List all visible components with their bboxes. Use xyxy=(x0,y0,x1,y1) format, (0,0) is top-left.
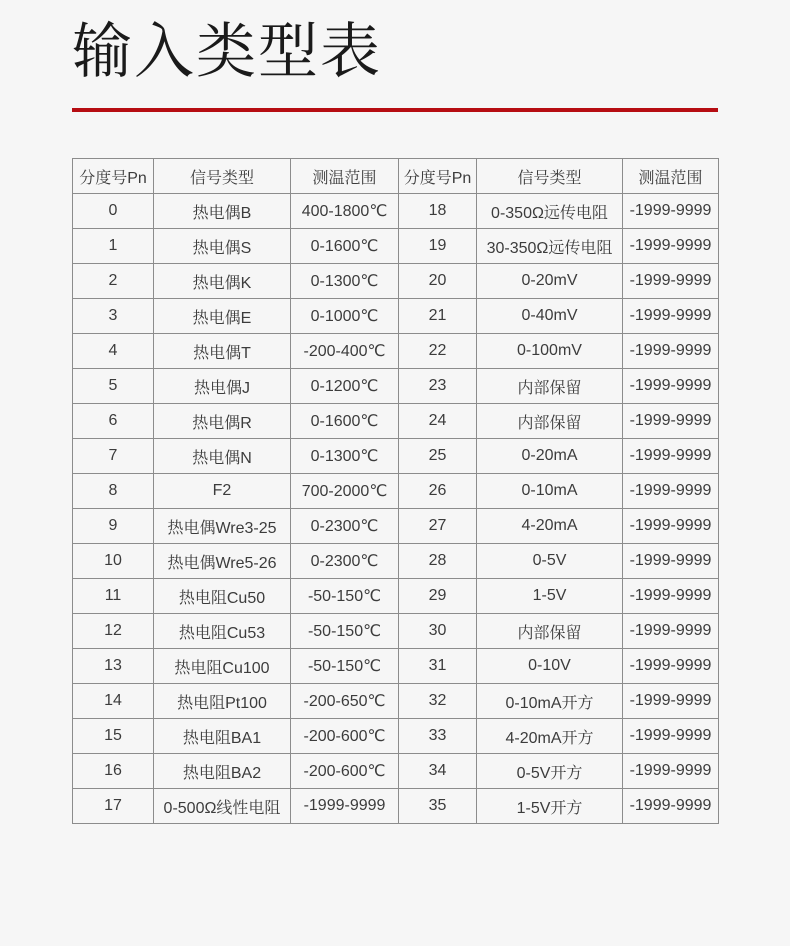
signal-type-cell: 1-5V xyxy=(477,579,623,614)
signal-type-cell: 热电偶N xyxy=(154,439,291,474)
range-cell: -1999-9999 xyxy=(623,789,719,824)
pn-cell: 2 xyxy=(73,264,154,299)
signal-type-cell: 热电阻Cu53 xyxy=(154,614,291,649)
signal-type-cell: 0-20mA xyxy=(477,439,623,474)
signal-type-cell: 热电偶R xyxy=(154,404,291,439)
signal-type-cell: 热电偶E xyxy=(154,299,291,334)
table-row xyxy=(73,789,719,824)
signal-type-cell: 0-500Ω线性电阻 xyxy=(154,789,291,824)
pn-cell: 4 xyxy=(73,334,154,369)
signal-type-cell: 4-20mA开方 xyxy=(477,719,623,754)
range-cell: 400-1800℃ xyxy=(291,194,399,229)
table-row xyxy=(73,194,719,229)
signal-type-cell: 热电阻Cu50 xyxy=(154,579,291,614)
range-cell: -50-150℃ xyxy=(291,614,399,649)
pn-cell: 30 xyxy=(399,614,477,649)
range-cell: -1999-9999 xyxy=(623,264,719,299)
range-cell: -1999-9999 xyxy=(623,194,719,229)
pn-cell: 32 xyxy=(399,684,477,719)
column-header: 测温范围 xyxy=(291,159,399,194)
pn-cell: 22 xyxy=(399,334,477,369)
column-header: 信号类型 xyxy=(477,159,623,194)
column-header: 分度号Pn xyxy=(73,159,154,194)
range-cell: -1999-9999 xyxy=(623,719,719,754)
signal-type-cell: 0-10V xyxy=(477,649,623,684)
range-cell: -1999-9999 xyxy=(291,789,399,824)
signal-type-cell: 内部保留 xyxy=(477,404,623,439)
pn-cell: 18 xyxy=(399,194,477,229)
range-cell: 0-1000℃ xyxy=(291,299,399,334)
signal-type-cell: 热电偶J xyxy=(154,369,291,404)
range-cell: -200-400℃ xyxy=(291,334,399,369)
table-row xyxy=(73,264,719,299)
signal-type-cell: 热电偶Wre3-25 xyxy=(154,509,291,544)
pn-cell: 8 xyxy=(73,474,154,509)
table-row xyxy=(73,614,719,649)
range-cell: -1999-9999 xyxy=(623,404,719,439)
range-cell: 700-2000℃ xyxy=(291,474,399,509)
column-header: 信号类型 xyxy=(154,159,291,194)
pn-cell: 3 xyxy=(73,299,154,334)
pn-cell: 28 xyxy=(399,544,477,579)
signal-type-cell: 4-20mA xyxy=(477,509,623,544)
pn-cell: 5 xyxy=(73,369,154,404)
range-cell: -200-650℃ xyxy=(291,684,399,719)
range-cell: 0-1600℃ xyxy=(291,229,399,264)
pn-cell: 27 xyxy=(399,509,477,544)
pn-cell: 31 xyxy=(399,649,477,684)
range-cell: -1999-9999 xyxy=(623,299,719,334)
range-cell: -1999-9999 xyxy=(623,509,719,544)
range-cell: 0-1200℃ xyxy=(291,369,399,404)
range-cell: 0-1600℃ xyxy=(291,404,399,439)
range-cell: 0-1300℃ xyxy=(291,264,399,299)
signal-type-cell: 热电偶Wre5-26 xyxy=(154,544,291,579)
signal-type-cell: 0-5V开方 xyxy=(477,754,623,789)
pn-cell: 0 xyxy=(73,194,154,229)
pn-cell: 19 xyxy=(399,229,477,264)
pn-cell: 17 xyxy=(73,789,154,824)
pn-cell: 23 xyxy=(399,369,477,404)
table-row xyxy=(73,649,719,684)
pn-cell: 10 xyxy=(73,544,154,579)
signal-type-cell: 0-5V xyxy=(477,544,623,579)
title-underline-rule xyxy=(72,108,718,112)
signal-type-cell: 热电阻BA2 xyxy=(154,754,291,789)
table-header-row xyxy=(73,159,719,194)
table-row xyxy=(73,509,719,544)
pn-cell: 34 xyxy=(399,754,477,789)
signal-type-cell: 0-10mA开方 xyxy=(477,684,623,719)
pn-cell: 11 xyxy=(73,579,154,614)
table-row xyxy=(73,334,719,369)
signal-type-cell: 热电偶B xyxy=(154,194,291,229)
range-cell: -1999-9999 xyxy=(623,439,719,474)
range-cell: -50-150℃ xyxy=(291,649,399,684)
input-type-table xyxy=(72,158,719,824)
signal-type-cell: 热电阻Pt100 xyxy=(154,684,291,719)
table-row xyxy=(73,369,719,404)
pn-cell: 13 xyxy=(73,649,154,684)
range-cell: -1999-9999 xyxy=(623,334,719,369)
pn-cell: 24 xyxy=(399,404,477,439)
signal-type-cell: 1-5V开方 xyxy=(477,789,623,824)
signal-type-cell: 0-40mV xyxy=(477,299,623,334)
table-row xyxy=(73,474,719,509)
signal-type-cell: 热电偶S xyxy=(154,229,291,264)
pn-cell: 16 xyxy=(73,754,154,789)
range-cell: -1999-9999 xyxy=(623,614,719,649)
range-cell: -200-600℃ xyxy=(291,719,399,754)
signal-type-cell: 30-350Ω远传电阻 xyxy=(477,229,623,264)
pn-cell: 9 xyxy=(73,509,154,544)
range-cell: -1999-9999 xyxy=(623,754,719,789)
table-row xyxy=(73,684,719,719)
range-cell: -200-600℃ xyxy=(291,754,399,789)
pn-cell: 6 xyxy=(73,404,154,439)
pn-cell: 26 xyxy=(399,474,477,509)
signal-type-cell: 内部保留 xyxy=(477,614,623,649)
signal-type-cell: 热电阻BA1 xyxy=(154,719,291,754)
table-row xyxy=(73,579,719,614)
range-cell: -1999-9999 xyxy=(623,579,719,614)
signal-type-cell: 0-100mV xyxy=(477,334,623,369)
pn-cell: 35 xyxy=(399,789,477,824)
range-cell: -1999-9999 xyxy=(623,649,719,684)
table-row xyxy=(73,229,719,264)
pn-cell: 1 xyxy=(73,229,154,264)
range-cell: -1999-9999 xyxy=(623,474,719,509)
column-header: 分度号Pn xyxy=(399,159,477,194)
pn-cell: 21 xyxy=(399,299,477,334)
pn-cell: 25 xyxy=(399,439,477,474)
table-row xyxy=(73,754,719,789)
range-cell: -50-150℃ xyxy=(291,579,399,614)
signal-type-cell: 内部保留 xyxy=(477,369,623,404)
table-row xyxy=(73,719,719,754)
range-cell: -1999-9999 xyxy=(623,544,719,579)
signal-type-cell: 热电阻Cu100 xyxy=(154,649,291,684)
range-cell: -1999-9999 xyxy=(623,684,719,719)
signal-type-cell: 热电偶T xyxy=(154,334,291,369)
pn-cell: 29 xyxy=(399,579,477,614)
pn-cell: 12 xyxy=(73,614,154,649)
pn-cell: 15 xyxy=(73,719,154,754)
signal-type-cell: 0-20mV xyxy=(477,264,623,299)
table-row xyxy=(73,299,719,334)
pn-cell: 14 xyxy=(73,684,154,719)
table-row xyxy=(73,439,719,474)
signal-type-cell: 热电偶K xyxy=(154,264,291,299)
table-row xyxy=(73,404,719,439)
range-cell: 0-2300℃ xyxy=(291,544,399,579)
page-title: 输入类型表 xyxy=(72,18,382,85)
pn-cell: 20 xyxy=(399,264,477,299)
signal-type-cell: 0-10mA xyxy=(477,474,623,509)
signal-type-cell: 0-350Ω远传电阻 xyxy=(477,194,623,229)
pn-cell: 7 xyxy=(73,439,154,474)
table-row xyxy=(73,544,719,579)
range-cell: -1999-9999 xyxy=(623,369,719,404)
range-cell: -1999-9999 xyxy=(623,229,719,264)
range-cell: 0-1300℃ xyxy=(291,439,399,474)
signal-type-cell: F2 xyxy=(154,474,291,509)
range-cell: 0-2300℃ xyxy=(291,509,399,544)
pn-cell: 33 xyxy=(399,719,477,754)
column-header: 测温范围 xyxy=(623,159,719,194)
